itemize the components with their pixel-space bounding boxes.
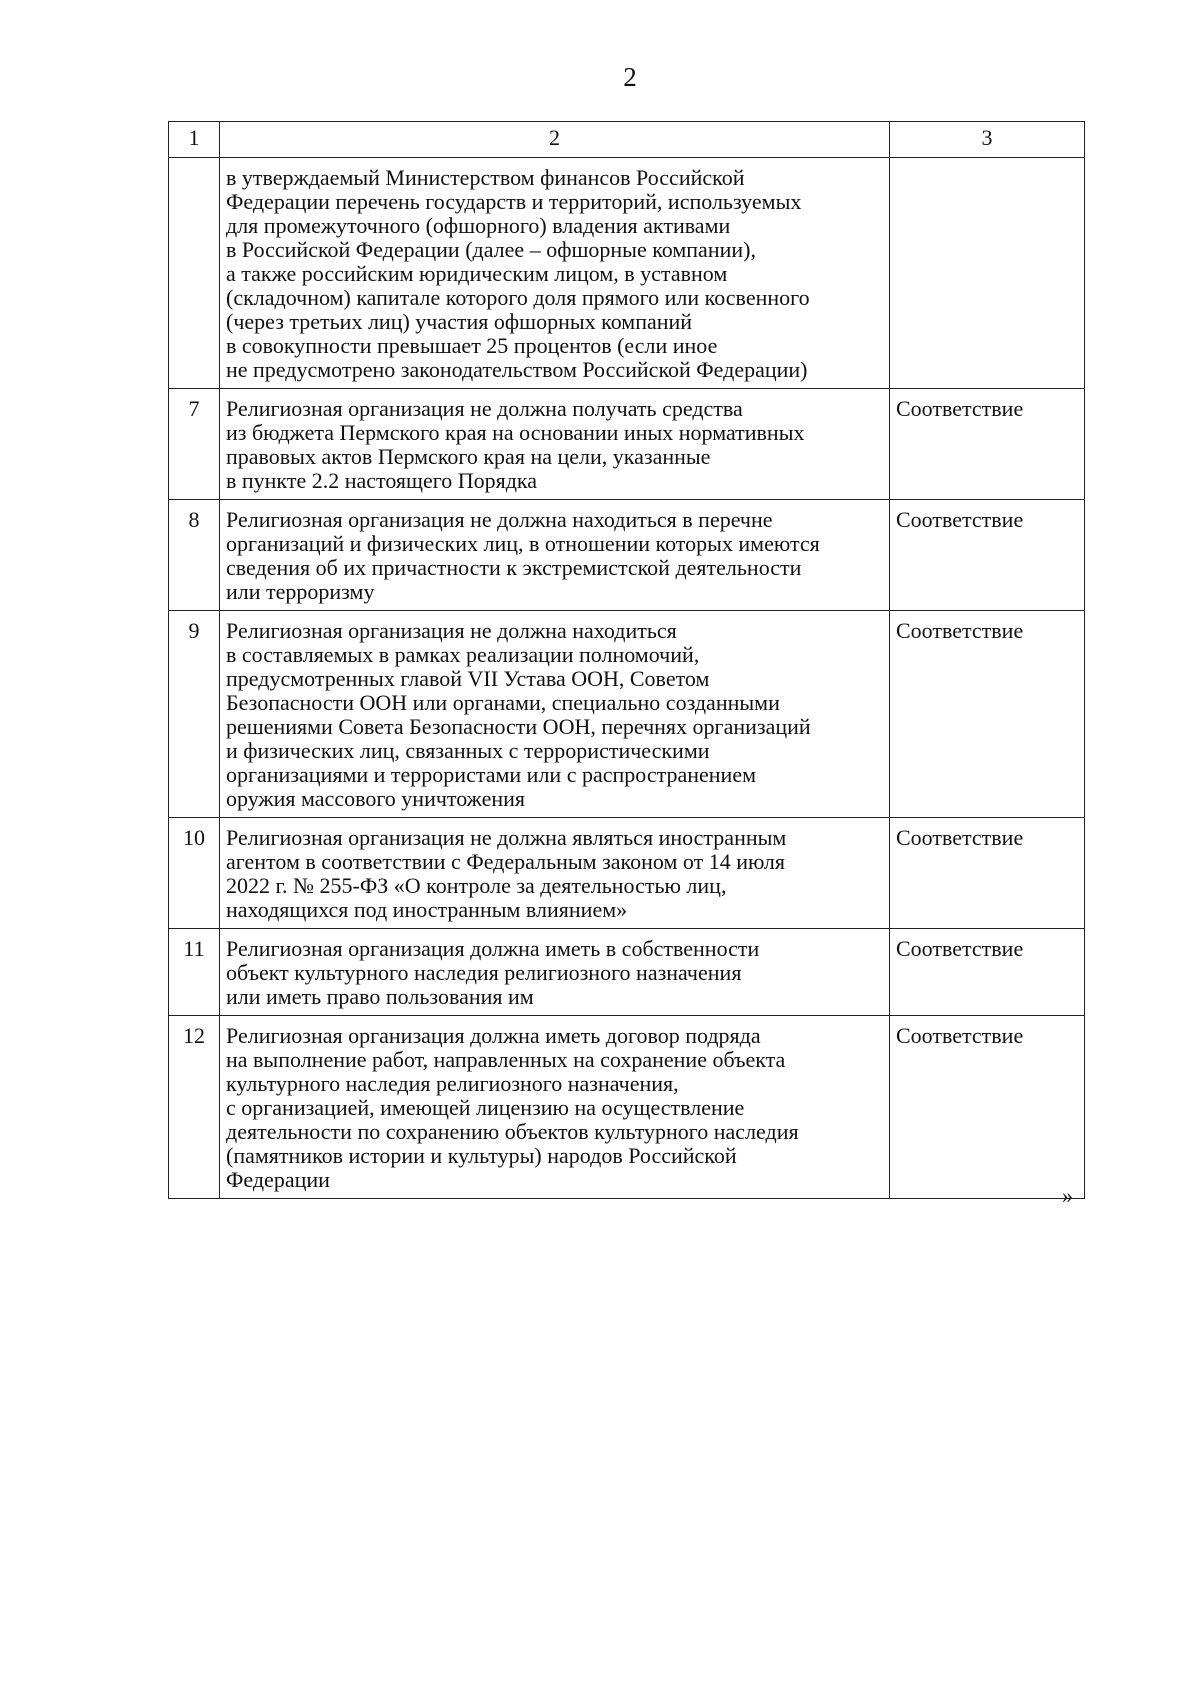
requirement-text-line: с организацией, имеющей лицензию на осуществление	[226, 1095, 745, 1120]
requirement-text	[220, 500, 890, 611]
row-number: 11	[169, 929, 220, 1016]
requirement-text-line: в пункте 2.2 настоящего Порядка	[226, 468, 538, 493]
requirement-text-line: (памятников истории и культуры) народов Российской	[226, 1143, 737, 1168]
requirement-text-line: объект культурного наследия религиозного назначения	[226, 960, 742, 985]
requirement-text-line: предусмотренных главой VII Устава ООН, Советом	[226, 666, 710, 691]
table-header-row	[169, 122, 1085, 158]
requirement-text-line: (складочном) капитале которого доля прямого или косвенного	[226, 285, 810, 310]
row-number: 7	[169, 389, 220, 500]
requirement-text-line: в совокупности превышает 25 процентов (если иное	[226, 333, 718, 358]
requirement-text-line: Религиозная организация должна иметь договор подряда	[226, 1023, 761, 1048]
compliance-status: Соответствие	[890, 611, 1085, 818]
compliance-status: Соответствие	[890, 500, 1085, 611]
requirement-text-line: не предусмотрено законодательством Российской Федерации)	[226, 357, 808, 382]
requirement-text-line: Религиозная организация не должна находиться в перечне	[226, 507, 773, 532]
requirement-text-line: агентом в соответствии с Федеральным законом от 14 июля	[226, 849, 785, 874]
requirement-text-line: культурного наследия религиозного назначения,	[226, 1071, 679, 1096]
column-header-1: 1	[169, 122, 220, 158]
row-number: 12	[169, 1016, 220, 1199]
requirement-text-line: Религиозная организация не должна получать средства	[226, 396, 743, 421]
compliance-status: Соответствие	[890, 929, 1085, 1016]
requirement-text-line: или иметь право пользования им	[226, 984, 534, 1009]
compliance-status: Соответствие	[890, 818, 1085, 929]
column-header-2: 2	[220, 122, 890, 158]
requirement-text-line: Религиозная организация должна иметь в собственности	[226, 936, 760, 961]
column-header-3: 3	[890, 122, 1085, 158]
requirement-text-line: (через третьих лиц) участия офшорных компаний	[226, 309, 693, 334]
requirement-text-line: организаций и физических лиц, в отношении которых имеются	[226, 531, 820, 556]
requirement-text-line: деятельности по сохранению объектов культурного наследия	[226, 1119, 799, 1144]
table-row	[169, 929, 1085, 1016]
requirement-text-line: или терроризму	[226, 579, 375, 604]
table-row	[169, 158, 1085, 389]
requirement-text-line: организациями и террористами или с распространением	[226, 762, 757, 787]
row-number: 9	[169, 611, 220, 818]
requirement-text-line: на выполнение работ, направленных на сохранение объекта	[226, 1047, 786, 1072]
requirement-text-line: а также российским юридическим лицом, в уставном	[226, 261, 728, 286]
requirement-text-line: 2022 г. № 255-ФЗ «О контроле за деятельностью лиц,	[226, 873, 727, 898]
requirement-text	[220, 389, 890, 500]
row-number	[169, 158, 220, 389]
requirement-text-line: и физических лиц, связанных с террористическими	[226, 738, 710, 763]
requirement-text-line: Федерации	[226, 1167, 330, 1192]
table-row	[169, 818, 1085, 929]
table-row	[169, 1016, 1085, 1199]
table-body	[169, 158, 1085, 1199]
table-row	[169, 500, 1085, 611]
requirement-text-line: оружия массового уничтожения	[226, 786, 526, 811]
table-row	[169, 611, 1085, 818]
requirement-text	[220, 929, 890, 1016]
compliance-status: Соответствие	[890, 389, 1085, 500]
row-number: 10	[169, 818, 220, 929]
requirement-text	[220, 818, 890, 929]
page-number: 2	[623, 62, 637, 92]
requirement-text-line: из бюджета Пермского края на основании иных нормативных	[226, 420, 805, 445]
compliance-status	[890, 158, 1085, 389]
requirement-text	[220, 158, 890, 389]
requirement-text	[220, 1016, 890, 1199]
requirement-text-line: в утверждаемый Министерством финансов Российской	[226, 165, 745, 190]
compliance-status: Соответствие	[890, 1016, 1085, 1199]
row-number: 8	[169, 500, 220, 611]
requirement-text-line: в составляемых в рамках реализации полномочий,	[226, 642, 700, 667]
requirement-text-line: Религиозная организация не должна находиться	[226, 618, 677, 643]
requirement-text-line: Федерации перечень государств и территорий, используемых	[226, 189, 802, 214]
requirement-text-line: Безопасности ООН или органами, специально созданными	[226, 690, 780, 715]
requirement-text-line: решениями Совета Безопасности ООН, перечнях организаций	[226, 714, 811, 739]
requirement-text-line: в Российской Федерации (далее – офшорные компании),	[226, 237, 756, 262]
requirement-text-line: находящихся под иностранным влиянием»	[226, 897, 628, 922]
requirement-text-line: Религиозная организация не должна являться иностранным	[226, 825, 787, 850]
requirement-text-line: сведения об их причастности к экстремистской деятельности	[226, 555, 802, 580]
requirement-text-line: правовых актов Пермского края на цели, указанные	[226, 444, 711, 469]
requirement-text	[220, 611, 890, 818]
requirement-text-line: для промежуточного (офшорного) владения активами	[226, 213, 731, 238]
table-row	[169, 389, 1085, 500]
closing-quote: »	[1062, 1183, 1073, 1208]
requirements-table	[168, 121, 1085, 1199]
